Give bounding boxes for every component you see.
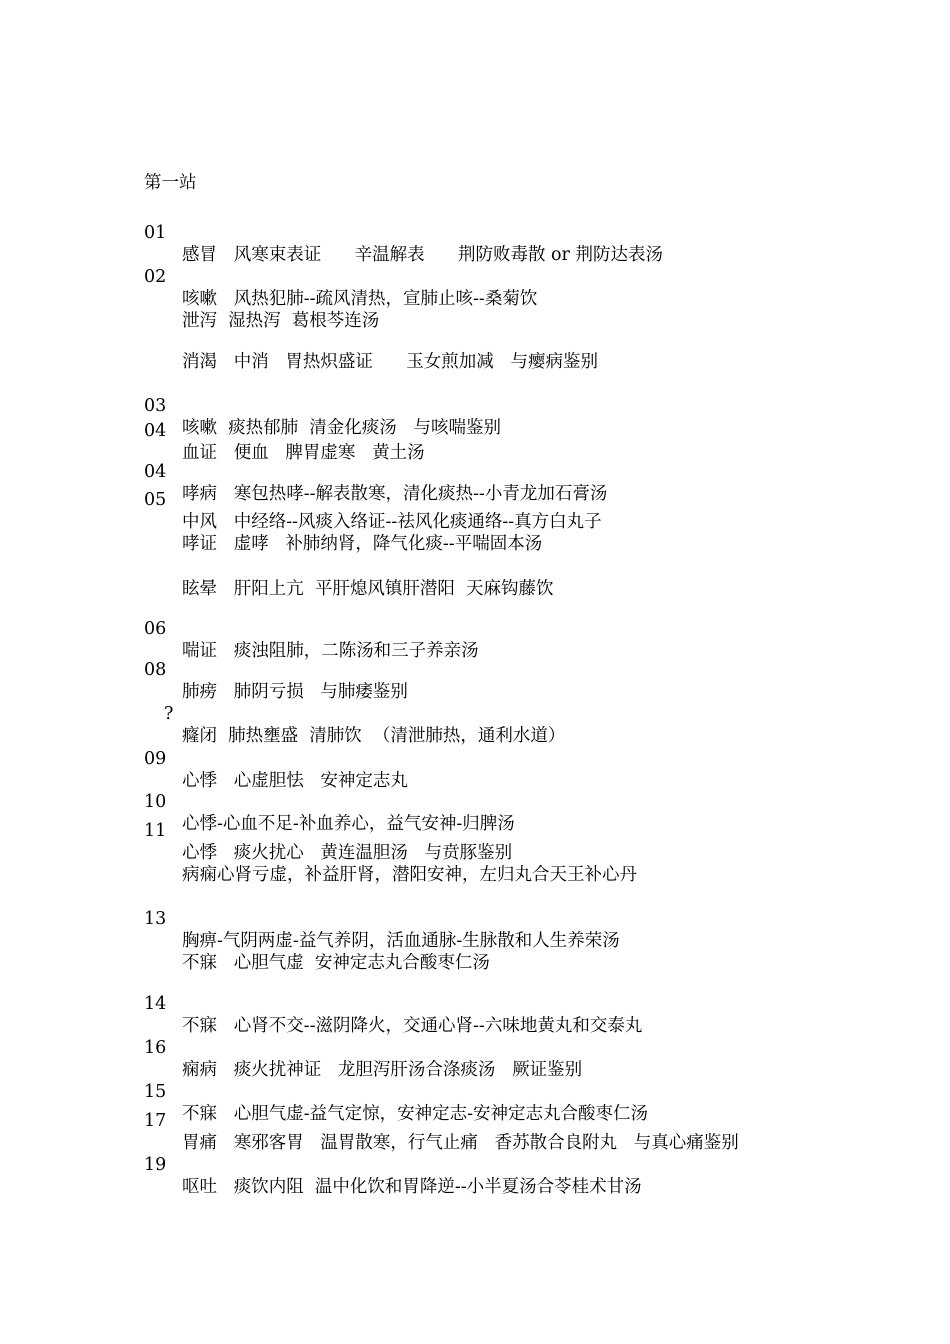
entry-number: 10 — [144, 792, 167, 812]
entry-number: 01 — [144, 223, 167, 243]
entry-number: 04 — [144, 421, 167, 441]
entry-text: 消渴 中消 胃热炽盛证 玉女煎加减 与瘿病鉴别 — [182, 352, 598, 372]
question-mark: ? — [164, 704, 174, 724]
entry-text: 呕吐 痰饮内阻 温中化饮和胃降逆--小半夏汤合苓桂术甘汤 — [182, 1177, 642, 1197]
entry-number: 08 — [144, 660, 167, 680]
entry-text: 胸痹-气阴两虚-益气养阴，活血通脉-生脉散和人生养荣汤 — [182, 931, 620, 951]
entry-line-18 — [0, 886, 620, 951]
entry-number: 05 — [144, 490, 167, 510]
entry-number: 14 — [144, 994, 167, 1014]
entry-line-4 — [0, 329, 598, 372]
entry-text: 心悸 痰火扰心 黄连温胆汤 与贲豚鉴别 — [182, 843, 513, 863]
entry-number: 13 — [144, 909, 167, 929]
entry-number: 06 — [144, 619, 167, 639]
entry-text: 不寐 心胆气虚-益气定惊，安神定志-安神定志丸合酸枣仁汤 — [182, 1104, 649, 1124]
entry-text: 不寐 心肾不交--滋阴降火，交通心肾--六味地黄丸和交泰丸 — [182, 1016, 643, 1036]
entry-text: 病痫心肾亏虚，补益肝肾，潜阳安神，左归丸合天王补心丹 — [182, 865, 637, 885]
entry-text: 咳嗽 痰热郁肺 清金化痰汤 与咳喘鉴别 — [182, 418, 501, 438]
entry-text: 胃痛 寒邪客胃 温胃散寒，行气止痛 香苏散合良附丸 与真心痛鉴别 — [182, 1133, 739, 1153]
section-heading: 第一站 — [144, 173, 197, 193]
entry-text: 咳嗽 风热犯肺--疏风清热，宣肺止咳--桑菊饮 — [182, 289, 538, 309]
entry-text: 心悸-心血不足-补血养心，益气安神-归脾汤 — [182, 814, 515, 834]
entry-line-1 — [0, 200, 663, 265]
entry-text: 泄泻 湿热泻 葛根芩连汤 — [182, 311, 380, 331]
entry-number: 03 — [144, 396, 167, 416]
entry-text: 中风 中经络--风痰入络证--祛风化痰通络--真方白丸子 — [182, 512, 602, 532]
entry-text: 痫病 痰火扰神证 龙胆泻肝汤合涤痰汤 厥证鉴别 — [182, 1060, 583, 1080]
entry-text: 眩晕 肝阳上亢 平肝熄风镇肝潜阳 天麻钩藤饮 — [182, 579, 554, 599]
entry-number: 11 — [144, 821, 167, 841]
entry-number: 19 — [144, 1155, 167, 1175]
entry-number: 04 — [144, 462, 167, 482]
entry-text: 哮病 寒包热哮--解表散寒，清化痰热--小青龙加石膏汤 — [182, 484, 608, 504]
entry-number: 15 — [144, 1082, 167, 1102]
entry-line-11 — [0, 596, 479, 661]
entry-line-10 — [0, 556, 554, 599]
entry-text: 心悸 心虚胆怯 安神定志丸 — [182, 771, 408, 791]
entry-text: 喘证 痰浊阻肺，二陈汤和三子养亲汤 — [182, 641, 479, 661]
entry-number: 09 — [144, 749, 167, 769]
entry-line-20 — [0, 971, 643, 1036]
entry-text: 不寐 心胆气虚 安神定志丸合酸枣仁汤 — [182, 953, 490, 973]
entry-text: 肺痨 肺阴亏损 与肺痿鉴别 — [182, 682, 408, 702]
entry-text: 感冒 风寒束表证 辛温解表 荆防败毒散 or 荆防达表汤 — [182, 245, 663, 265]
entry-text: 癃闭 肺热壅盛 清肺饮 （清泄肺热，通利水道） — [182, 726, 566, 746]
entry-number: 16 — [144, 1038, 167, 1058]
entry-text: 血证 便血 脾胃虚寒 黄土汤 — [182, 443, 425, 463]
entry-number: 17 — [144, 1111, 167, 1131]
entry-number: 02 — [144, 267, 167, 287]
entry-text: 哮证 虚哮 补肺纳肾，降气化痰--平喘固本汤 — [182, 534, 543, 554]
